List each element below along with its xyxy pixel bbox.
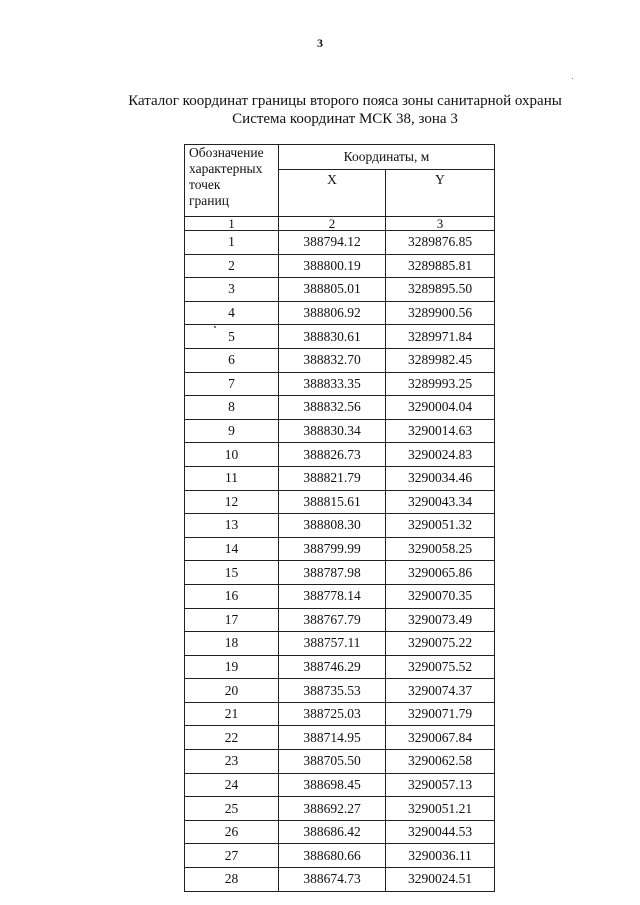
x-coordinate-cell: 388794.12: [279, 231, 386, 255]
x-coordinate-cell: 388833.35: [279, 372, 386, 396]
point-cell: 19: [185, 655, 279, 679]
table-row: [185, 797, 495, 821]
y-coordinate-cell: 3290043.34: [386, 490, 495, 514]
x-coordinate-cell: 388757.11: [279, 632, 386, 656]
point-cell: 26: [185, 820, 279, 844]
table-row: [185, 844, 495, 868]
column-number: 3: [386, 217, 495, 231]
point-cell: 8: [185, 396, 279, 420]
x-coordinate-cell: 388680.66: [279, 844, 386, 868]
x-coordinate-cell: 388674.73: [279, 868, 386, 892]
table-row: [185, 278, 495, 302]
point-cell: 9: [185, 419, 279, 443]
point-cell: 28: [185, 868, 279, 892]
scan-speck: [572, 78, 573, 79]
table-row: [185, 301, 495, 325]
header-designation: [185, 145, 279, 217]
y-coordinate-cell: 3290075.22: [386, 632, 495, 656]
table-row: [185, 820, 495, 844]
point-cell: 24: [185, 773, 279, 797]
table-row: [185, 773, 495, 797]
x-coordinate-cell: 388806.92: [279, 301, 386, 325]
y-coordinate-cell: 3289993.25: [386, 372, 495, 396]
point-cell: 21: [185, 702, 279, 726]
y-coordinate-cell: 3289895.50: [386, 278, 495, 302]
point-cell: 18: [185, 632, 279, 656]
table-row: [185, 490, 495, 514]
x-coordinate-cell: 388830.61: [279, 325, 386, 349]
table-row: [185, 537, 495, 561]
x-coordinate-cell: 388800.19: [279, 254, 386, 278]
x-coordinate-cell: 388808.30: [279, 514, 386, 538]
y-coordinate-cell: 3289971.84: [386, 325, 495, 349]
point-cell: 14: [185, 537, 279, 561]
header-x: X: [279, 170, 386, 217]
table-row: [185, 655, 495, 679]
table-row: [185, 396, 495, 420]
point-cell: 3: [185, 278, 279, 302]
y-coordinate-cell: 3290024.51: [386, 868, 495, 892]
point-cell: 13: [185, 514, 279, 538]
point-cell: 27: [185, 844, 279, 868]
y-coordinate-cell: 3290062.58: [386, 750, 495, 774]
header-coordinates: Координаты, м: [279, 145, 495, 170]
table-row: [185, 632, 495, 656]
table-row: [185, 419, 495, 443]
header-designation-line: точек: [189, 177, 221, 192]
table-row: [185, 726, 495, 750]
point-cell: 2: [185, 254, 279, 278]
point-cell: 10: [185, 443, 279, 467]
header-designation-line: характерных: [189, 161, 263, 176]
y-coordinate-cell: 3290075.52: [386, 655, 495, 679]
table-row: [185, 443, 495, 467]
x-coordinate-cell: 388799.99: [279, 537, 386, 561]
x-coordinate-cell: 388826.73: [279, 443, 386, 467]
y-coordinate-cell: 3290036.11: [386, 844, 495, 868]
x-coordinate-cell: 388830.34: [279, 419, 386, 443]
point-cell: 25: [185, 797, 279, 821]
y-coordinate-cell: 3290074.37: [386, 679, 495, 703]
y-coordinate-cell: 3290057.13: [386, 773, 495, 797]
document-title: [0, 92, 640, 128]
y-coordinate-cell: 3290065.86: [386, 561, 495, 585]
table-row: [185, 254, 495, 278]
point-cell: 15: [185, 561, 279, 585]
point-cell: 17: [185, 608, 279, 632]
y-coordinate-cell: 3290058.25: [386, 537, 495, 561]
point-cell: 11: [185, 466, 279, 490]
table-row: [185, 372, 495, 396]
y-coordinate-cell: 3290034.46: [386, 466, 495, 490]
table-row: [185, 702, 495, 726]
y-coordinate-cell: 3289982.45: [386, 348, 495, 372]
y-coordinate-cell: 3290073.49: [386, 608, 495, 632]
title-line-1: Каталог координат границы второго пояса зоны санитарной охраны: [128, 93, 562, 109]
coordinates-table: [184, 144, 495, 892]
x-coordinate-cell: 388787.98: [279, 561, 386, 585]
point-cell: 16: [185, 584, 279, 608]
x-coordinate-cell: 388805.01: [279, 278, 386, 302]
y-coordinate-cell: 3290067.84: [386, 726, 495, 750]
title-line-2: Система координат МСК 38, зона 3: [232, 111, 458, 127]
y-coordinate-cell: 3290004.04: [386, 396, 495, 420]
point-cell: 7: [185, 372, 279, 396]
table-row: [185, 514, 495, 538]
table-row: [185, 750, 495, 774]
table-row: [185, 868, 495, 892]
point-cell: 12: [185, 490, 279, 514]
point-cell: 22: [185, 726, 279, 750]
point-cell: 6: [185, 348, 279, 372]
x-coordinate-cell: 388767.79: [279, 608, 386, 632]
point-cell: 5: [185, 325, 279, 349]
x-coordinate-cell: 388725.03: [279, 702, 386, 726]
page-number: 3: [317, 36, 323, 50]
header-y: Y: [386, 170, 495, 217]
table-row: [185, 608, 495, 632]
point-cell: 23: [185, 750, 279, 774]
x-coordinate-cell: 388832.70: [279, 348, 386, 372]
x-coordinate-cell: 388705.50: [279, 750, 386, 774]
column-number: 2: [279, 217, 386, 231]
x-coordinate-cell: 388698.45: [279, 773, 386, 797]
point-cell: 20: [185, 679, 279, 703]
x-coordinate-cell: 388821.79: [279, 466, 386, 490]
column-number: 1: [185, 217, 279, 231]
table-body: [185, 231, 495, 892]
x-coordinate-cell: 388815.61: [279, 490, 386, 514]
header-designation-line: границ: [189, 193, 229, 208]
x-coordinate-cell: 388714.95: [279, 726, 386, 750]
x-coordinate-cell: 388778.14: [279, 584, 386, 608]
table-row: [185, 466, 495, 490]
y-coordinate-cell: 3290024.83: [386, 443, 495, 467]
y-coordinate-cell: 3289885.81: [386, 254, 495, 278]
point-cell: 1: [185, 231, 279, 255]
x-coordinate-cell: 388832.56: [279, 396, 386, 420]
y-coordinate-cell: 3289876.85: [386, 231, 495, 255]
table-row: [185, 231, 495, 255]
x-coordinate-cell: 388746.29: [279, 655, 386, 679]
y-coordinate-cell: 3290070.35: [386, 584, 495, 608]
table-row: [185, 584, 495, 608]
table-row: [185, 348, 495, 372]
x-coordinate-cell: 388735.53: [279, 679, 386, 703]
y-coordinate-cell: 3290051.32: [386, 514, 495, 538]
y-coordinate-cell: 3290071.79: [386, 702, 495, 726]
x-coordinate-cell: 388686.42: [279, 820, 386, 844]
table-row: [185, 679, 495, 703]
point-cell: 4: [185, 301, 279, 325]
y-coordinate-cell: 3290051.21: [386, 797, 495, 821]
x-coordinate-cell: 388692.27: [279, 797, 386, 821]
y-coordinate-cell: 3290044.53: [386, 820, 495, 844]
y-coordinate-cell: 3289900.56: [386, 301, 495, 325]
table-row: [185, 325, 495, 349]
header-designation-line: Обозначение: [189, 145, 264, 160]
y-coordinate-cell: 3290014.63: [386, 419, 495, 443]
table-row: [185, 561, 495, 585]
